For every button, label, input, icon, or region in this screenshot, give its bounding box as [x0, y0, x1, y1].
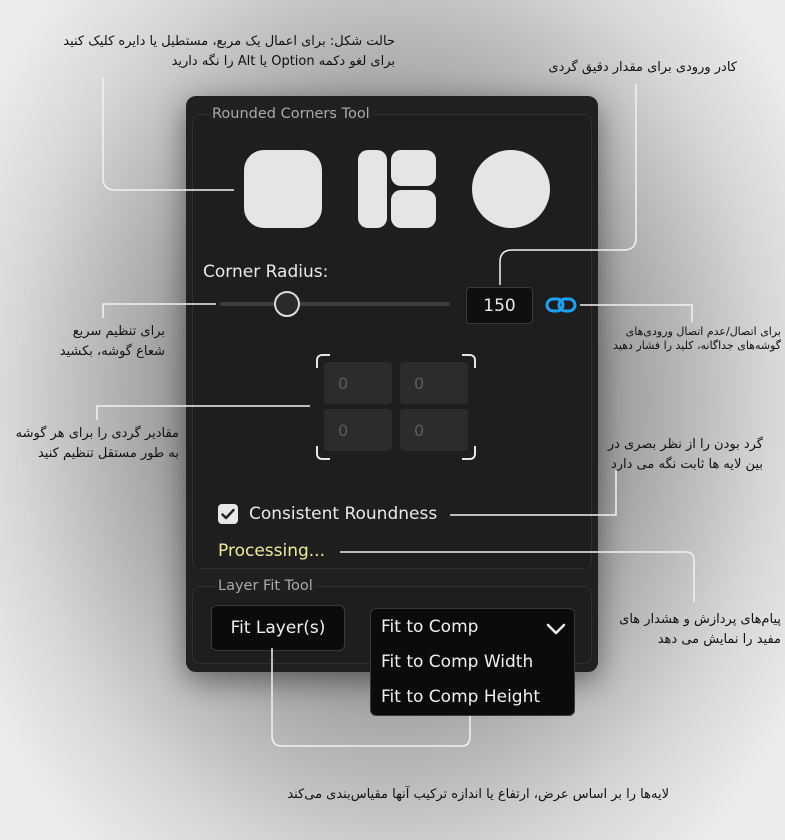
corner-radius-label: Corner Radius:	[203, 262, 329, 282]
slider-track	[220, 302, 450, 306]
link-icon[interactable]	[545, 294, 577, 316]
corner-input-top-right[interactable]: 0	[400, 362, 468, 404]
rectangle-shape-top	[391, 150, 436, 186]
chevron-down-icon[interactable]	[546, 621, 566, 640]
annotation-consistent-line1: گرد بودن را از نظر بصری در	[607, 437, 763, 452]
consistent-roundness-label: Consistent Roundness	[249, 504, 438, 524]
annotation-processing	[619, 610, 781, 650]
annotation-corners-line1: مقادیر گردی را برای هر گوشه	[15, 426, 179, 441]
annotation-slider	[60, 322, 165, 362]
corner-input-bottom-left[interactable]: 0	[324, 409, 392, 451]
status-message: Processing...	[218, 541, 325, 561]
circle-shape-button[interactable]	[472, 150, 550, 228]
rectangle-shape-button[interactable]	[358, 150, 436, 228]
consistent-roundness-checkbox[interactable]	[218, 504, 238, 524]
fit-dropdown[interactable]	[370, 608, 575, 716]
corner-input-top-left[interactable]: 0	[324, 362, 392, 404]
square-shape-button[interactable]	[244, 150, 322, 228]
corner-inputs	[316, 354, 476, 460]
annotation-shape-mode	[63, 32, 395, 72]
layer-fit-title: Layer Fit Tool	[218, 578, 313, 594]
fit-option-width[interactable]: Fit to Comp Width	[381, 652, 534, 672]
fit-option-height[interactable]: Fit to Comp Height	[381, 687, 541, 707]
annotation-slider-line2: شعاع گوشه، بکشید	[59, 344, 165, 359]
annotation-link-line2: گوشه‌های جداگانه، کلید را فشار دهید	[613, 339, 781, 352]
checkmark-icon	[221, 508, 235, 520]
annotation-consistent-line2: بین لایه ها ثابت نگه می دارد	[610, 457, 763, 472]
corner-radius-slider[interactable]	[220, 291, 450, 317]
plugin-panel	[186, 96, 598, 707]
annotation-shape-mode-line2: برای لغو دکمه Option یا Alt را نگه دارید	[171, 54, 395, 69]
annotation-corners-line2: به طور مستقل تنظیم کنید	[37, 446, 179, 461]
slider-thumb[interactable]	[274, 291, 300, 317]
annotation-link-line1: برای اتصال/عدم اتصال ورودی‌های	[625, 325, 781, 338]
rounded-corners-title: Rounded Corners Tool	[212, 106, 370, 122]
annotation-slider-line1: برای تنظیم سریع	[72, 324, 165, 339]
annotation-shape-mode-line1: حالت شکل: برای اعمال یک مربع، مستطیل یا دایره کلیک کنید	[63, 34, 395, 49]
rectangle-shape-bottom	[391, 190, 436, 228]
annotation-processing-line2: مفید را نمایش می دهد	[657, 632, 781, 647]
corner-input-bottom-right[interactable]: 0	[400, 409, 468, 451]
annotation-corners	[16, 424, 179, 464]
annotation-link	[613, 325, 781, 353]
fit-layers-button[interactable]: Fit Layer(s)	[211, 605, 345, 651]
annotation-processing-line1: پیام‌های پردازش و هشدار های	[619, 612, 781, 627]
radius-input[interactable]: 150	[466, 287, 533, 324]
annotation-fit	[287, 785, 669, 805]
fit-option-comp[interactable]: Fit to Comp	[381, 617, 479, 637]
annotation-input-box-text: کادر ورودی برای مقدار دقیق گردی	[548, 60, 737, 75]
rectangle-shape-tall	[358, 150, 387, 228]
annotation-input-box	[548, 58, 737, 78]
annotation-consistent	[608, 435, 763, 475]
annotation-fit-text: لایه‌ها را بر اساس عرض، ارتفاع یا اندازه ترکیب آنها مقیاس‌بندی می‌کند	[287, 787, 669, 802]
